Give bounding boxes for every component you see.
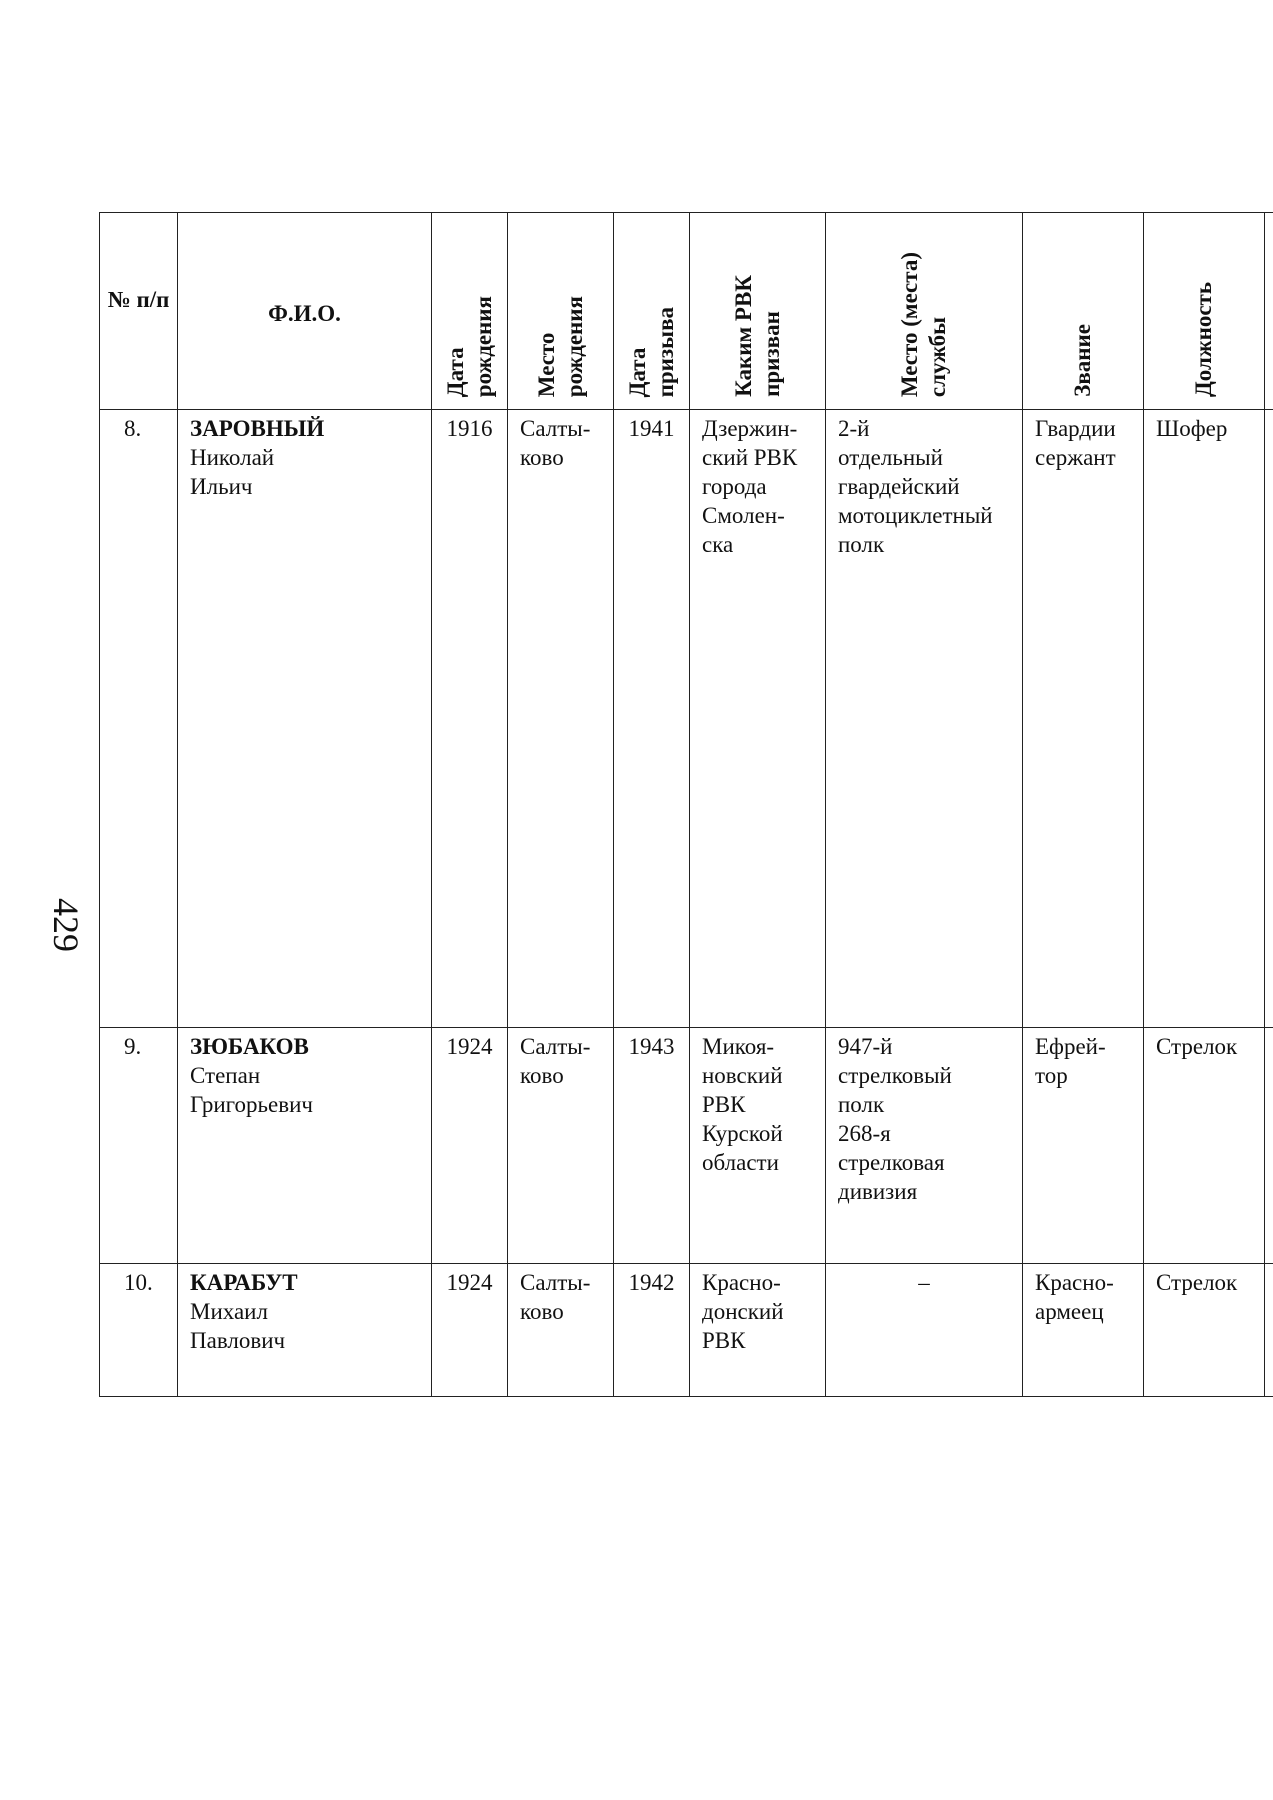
header-birth-place: Место рождения xyxy=(508,213,614,410)
header-draft-date: Дата призыва xyxy=(614,213,690,410)
surname: ЗАРОВНЫЙ xyxy=(190,416,325,441)
table-row: 9. ЗЮБАКОВ Степан Григорьевич 1924 Салты- ково 1943 Микоя- новский РВК Курской области 947-й стрелковый полк 268-я стрелковая дивизия Ефрей- тор Стрелок xyxy=(100,1028,1273,1264)
header-rank: Звание xyxy=(1023,213,1144,410)
header-birth-date: Дата рождения xyxy=(432,213,508,410)
records-table xyxy=(99,212,1273,1397)
header-cut-column xyxy=(1265,213,1273,410)
header-position: Должность xyxy=(1144,213,1265,410)
header-num: № п/п xyxy=(100,213,178,410)
header-row xyxy=(100,213,1273,410)
header-service-place: Место (места) службы xyxy=(826,213,1023,410)
table-row: 8. ЗАРОВНЫЙ Николай Ильич 1916 Салты- ково 1941 Дзержин- ский РВК города Смолен- ска 2-й отдельный гвардейский мотоциклетный полк Гвардии сержант Шофер xyxy=(100,410,1273,1028)
given-name: Николай Ильич xyxy=(190,445,275,499)
header-rvk: Каким РВК призван xyxy=(690,213,826,410)
header-fio: Ф.И.О. xyxy=(178,213,432,410)
table-row: 10. КАРАБУТ Михаил Павлович 1924 Салты- ково 1942 Красно- донский РВК – Красно- армеец Стрелок xyxy=(100,1264,1273,1397)
page-number: 429 xyxy=(46,898,86,952)
surname: ЗЮБАКОВ xyxy=(190,1034,309,1059)
given-name: Михаил Павлович xyxy=(190,1299,286,1353)
given-name: Степан Григорьевич xyxy=(190,1063,313,1117)
surname: КАРАБУТ xyxy=(190,1270,298,1295)
